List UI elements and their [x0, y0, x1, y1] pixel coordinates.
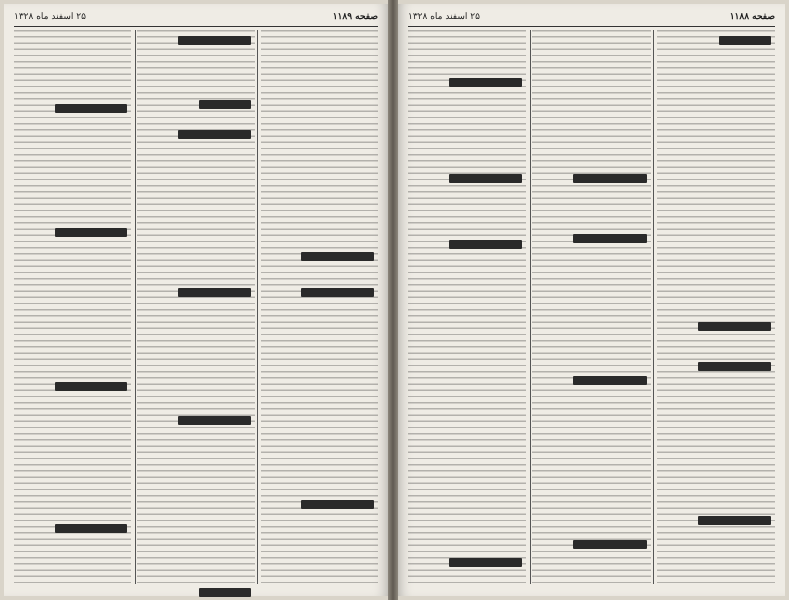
section-heading-mark [55, 104, 128, 113]
unreadable-text-block [137, 30, 254, 584]
section-heading-mark [573, 174, 646, 183]
section-heading-mark [573, 540, 646, 549]
section-heading-mark [55, 524, 128, 533]
text-column [261, 30, 378, 584]
left-page-date: ۲۵ اسفند ماه ۱۳۲۸ [14, 12, 86, 22]
text-column [657, 30, 775, 584]
section-heading-mark [55, 228, 128, 237]
section-heading-mark [178, 416, 251, 425]
section-heading-mark [301, 252, 374, 261]
column-rule [530, 30, 531, 584]
text-column [408, 30, 526, 584]
unreadable-text-block [657, 30, 775, 584]
text-column [137, 30, 254, 584]
right-columns [408, 30, 775, 584]
column-rule [257, 30, 258, 584]
unreadable-text-block [532, 30, 650, 584]
section-heading-mark [449, 240, 522, 249]
left-page-header [14, 12, 378, 27]
section-heading-mark [449, 78, 522, 87]
section-heading-mark [449, 174, 522, 183]
section-heading-mark [719, 36, 771, 45]
section-heading-mark [301, 288, 374, 297]
left-columns [14, 30, 378, 584]
section-heading-mark [178, 36, 251, 45]
column-rule [135, 30, 136, 584]
book-gutter [388, 0, 398, 600]
column-rule [653, 30, 654, 584]
left-page-number: صفحه ۱۱۸۹ [332, 12, 378, 22]
section-heading-mark [698, 516, 771, 525]
section-heading-mark [573, 234, 646, 243]
text-column [532, 30, 650, 584]
section-heading-mark [199, 100, 251, 109]
right-page-number: صفحه ۱۱۸۸ [729, 12, 775, 22]
unreadable-text-block [14, 30, 131, 584]
section-heading-mark [178, 130, 251, 139]
right-page-date: ۲۵ اسفند ماه ۱۳۲۸ [408, 12, 480, 22]
unreadable-text-block [408, 30, 526, 584]
section-heading-mark [199, 588, 251, 597]
right-page-header [408, 12, 775, 27]
left-page [4, 4, 388, 596]
text-column [14, 30, 131, 584]
right-page [398, 4, 785, 596]
section-heading-mark [55, 382, 128, 391]
section-heading-mark [698, 362, 771, 371]
section-heading-mark [178, 288, 251, 297]
section-heading-mark [698, 322, 771, 331]
section-heading-mark [449, 558, 522, 567]
section-heading-mark [573, 376, 646, 385]
section-heading-mark [301, 500, 374, 509]
